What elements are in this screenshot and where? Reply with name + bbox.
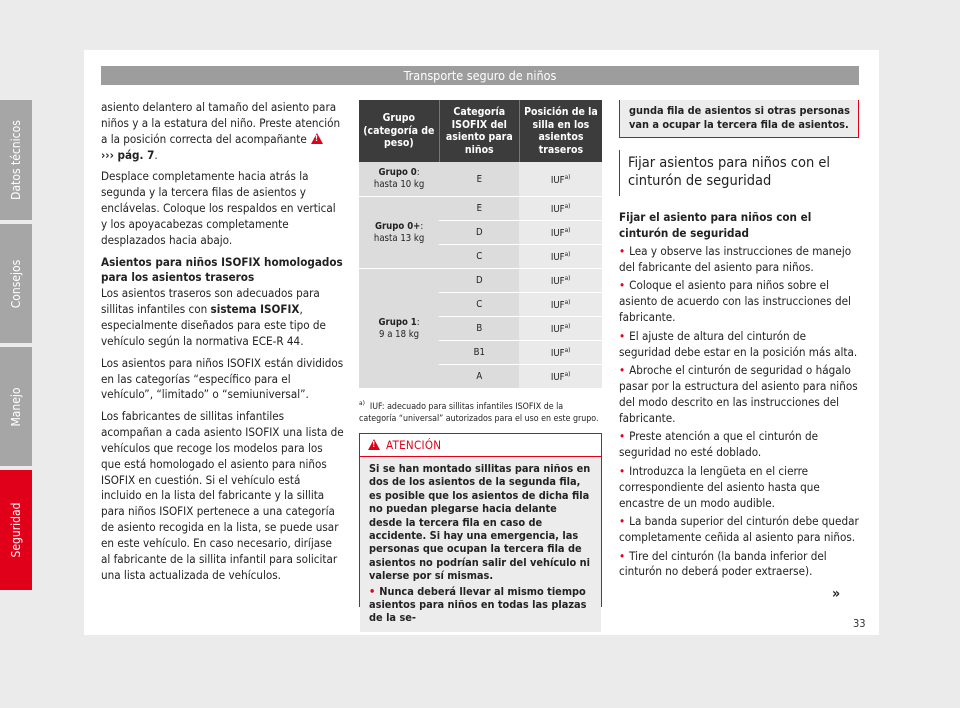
paragraph: Los fabricantes de sillitas infantiles acompañan a cada asiento ISOFIX una lista de vehículos que recoge los modelos para los que está homologado el asiento para niños ISOFIX en cuestión. Si el vehículo está incluido en la lista del fabricante y la sillita para niños ISOFIX pertenece a una categoría de asiento recogida en la lista, se puede usar en este vehículo. En caso necesario, diríjase al fabricante de la sillita infantil para solicitar una lista actualizada de vehículos. bbox=[101, 409, 344, 582]
category-cell: D bbox=[439, 221, 519, 245]
bullet-icon: • bbox=[619, 243, 626, 258]
warning-triangle-icon bbox=[368, 439, 380, 450]
page-header: Transporte seguro de niños bbox=[101, 66, 859, 85]
category-cell: C bbox=[439, 245, 519, 269]
position-cell: IUF$^{a)}$ bbox=[519, 341, 602, 365]
position-cell: IUF$^{a)}$ bbox=[519, 365, 602, 389]
table-footnote: $^{a)}$ IUF: adecuado para sillitas infantiles ISOFIX de la categoría “universal” autorizados para el uso en este grupo. bbox=[359, 399, 599, 424]
category-cell: A bbox=[439, 365, 519, 389]
position-cell: IUF$^{a)}$ bbox=[519, 317, 602, 341]
list-item: • Introduzca la lengüeta en el cierre correspondiente del asiento hasta que encastre de un modo audible. bbox=[619, 463, 820, 510]
section-title: Fijar asientos para niños con el cinturón de seguridad bbox=[619, 150, 859, 196]
category-cell: E bbox=[439, 197, 519, 221]
paragraph: Los asientos traseros son adecuados para sillitas infantiles con sistema ISOFIX, especialmente diseñados para este tipo de vehículo según la normativa ECE-R 44. bbox=[101, 286, 326, 348]
position-cell: IUF$^{a)}$ bbox=[519, 162, 602, 197]
list-item: • La banda superior del cinturón debe quedar completamente ceñida al asiento para niños. bbox=[619, 514, 859, 544]
tab-datos-tecnicos[interactable]: Datos técnicos bbox=[0, 100, 32, 220]
continue-arrow-icon: » bbox=[832, 586, 841, 602]
warning-header: !ATENCIÓN bbox=[360, 434, 601, 457]
paragraph: asiento delantero al tamaño del asiento para niños y a la estatura del niño. Preste atención a la posición correcta del acompañante! ››› pág. 7. bbox=[101, 100, 344, 163]
position-cell: IUF$^{a)}$ bbox=[519, 221, 602, 245]
warning-continuation: gunda fila de asientos si otras personas van a ocupar la tercera fila de asientos. bbox=[619, 100, 859, 138]
paragraph: Los asientos para niños ISOFIX están divididos en las categorías “específico para el vehículo”, “limitado” o “semiuniversal”. bbox=[101, 355, 344, 402]
bullet-icon: • bbox=[369, 584, 376, 598]
paragraph: Desplace completamente hacia atrás la segunda y la tercera filas de asientos y enclávelas. Coloque los respaldos en vertical y los apoyacabezas completamente desplazados hacia abajo. bbox=[101, 169, 336, 247]
tab-consejos[interactable]: Consejos bbox=[0, 224, 32, 343]
position-cell: IUF$^{a)}$ bbox=[519, 245, 602, 269]
position-cell: IUF$^{a)}$ bbox=[519, 293, 602, 317]
tab-manejo[interactable]: Manejo bbox=[0, 347, 32, 466]
table-header: Categoría ISOFIX del asiento para niños bbox=[439, 100, 519, 162]
table-row bbox=[359, 197, 602, 221]
tab-seguridad[interactable]: Seguridad bbox=[0, 470, 32, 590]
table-row bbox=[359, 162, 602, 197]
table-header: Grupo (categoría de peso) bbox=[359, 100, 439, 162]
column-left bbox=[101, 100, 344, 589]
bullet-icon: • bbox=[619, 278, 626, 293]
bullet-icon: • bbox=[619, 429, 626, 444]
page-reference-link[interactable]: ››› pág. 7 bbox=[101, 147, 155, 162]
list-item: • Coloque el asiento para niños sobre el asiento de acuerdo con las instrucciones del fabricante. bbox=[619, 278, 851, 325]
category-cell: E bbox=[439, 162, 519, 197]
group-cell: Grupo 1: 9 a 18 kg bbox=[359, 269, 439, 389]
table-header: Posición de la silla en los asientos traseros bbox=[519, 100, 602, 162]
subheading: Asientos para niños ISOFIX homologados para los asientos traseros bbox=[101, 254, 343, 285]
warning-bullet: • Nunca deberá llevar al mismo tiempo asientos para niños en todas las plazas de la se- bbox=[369, 584, 587, 625]
page-number: 33 bbox=[853, 617, 866, 630]
list-item: • Abroche el cinturón de seguridad o hágalo pasar por la estructura del asiento para niños del modo descrito en las instrucciones del fabricante. bbox=[619, 363, 858, 425]
bullet-icon: • bbox=[619, 548, 626, 563]
list-item: • Lea y observe las instrucciones de manejo del fabricante del asiento para niños. bbox=[619, 243, 852, 274]
warning-body bbox=[360, 457, 601, 632]
subheading: Fijar el asiento para niños con el cinturón de seguridad bbox=[619, 210, 812, 241]
isofix-table bbox=[359, 100, 602, 389]
column-right bbox=[619, 100, 859, 583]
list-item: • Preste atención a que el cinturón de seguridad no esté doblado. bbox=[619, 429, 819, 460]
list-item: • Tire del cinturón (la banda inferior del cinturón no deberá poder extraerse). bbox=[619, 548, 827, 579]
bullet-icon: • bbox=[619, 363, 626, 378]
table-row bbox=[359, 269, 602, 293]
bullet-icon: • bbox=[619, 328, 626, 343]
list-item: • El ajuste de altura del cinturón de seguridad debe estar en la posición más alta. bbox=[619, 328, 858, 359]
bullet-icon: • bbox=[619, 514, 626, 529]
warning-text: Si se han montado sillitas para niños en dos de los asientos de la segunda fila, es posible que los asientos de dicha fila no puedan plegarse hacia delante desde la tercera fila en caso de accidente. Si hay una emergencia, las personas que ocupan la tercera fila de asientos no podrían salir del vehículo ni valerse por sí mismas. bbox=[369, 462, 591, 583]
category-cell: B bbox=[439, 317, 519, 341]
position-cell: IUF$^{a)}$ bbox=[519, 269, 602, 293]
bullet-icon: • bbox=[619, 463, 626, 478]
category-cell: B1 bbox=[439, 341, 519, 365]
warning-box bbox=[359, 433, 602, 625]
position-cell: IUF$^{a)}$ bbox=[519, 197, 602, 221]
group-cell: Grupo 0+: hasta 13 kg bbox=[359, 197, 439, 269]
category-cell: D bbox=[439, 269, 519, 293]
group-cell: Grupo 0: hasta 10 kg bbox=[359, 162, 439, 197]
category-cell: C bbox=[439, 293, 519, 317]
warning-triangle-icon bbox=[311, 133, 323, 144]
